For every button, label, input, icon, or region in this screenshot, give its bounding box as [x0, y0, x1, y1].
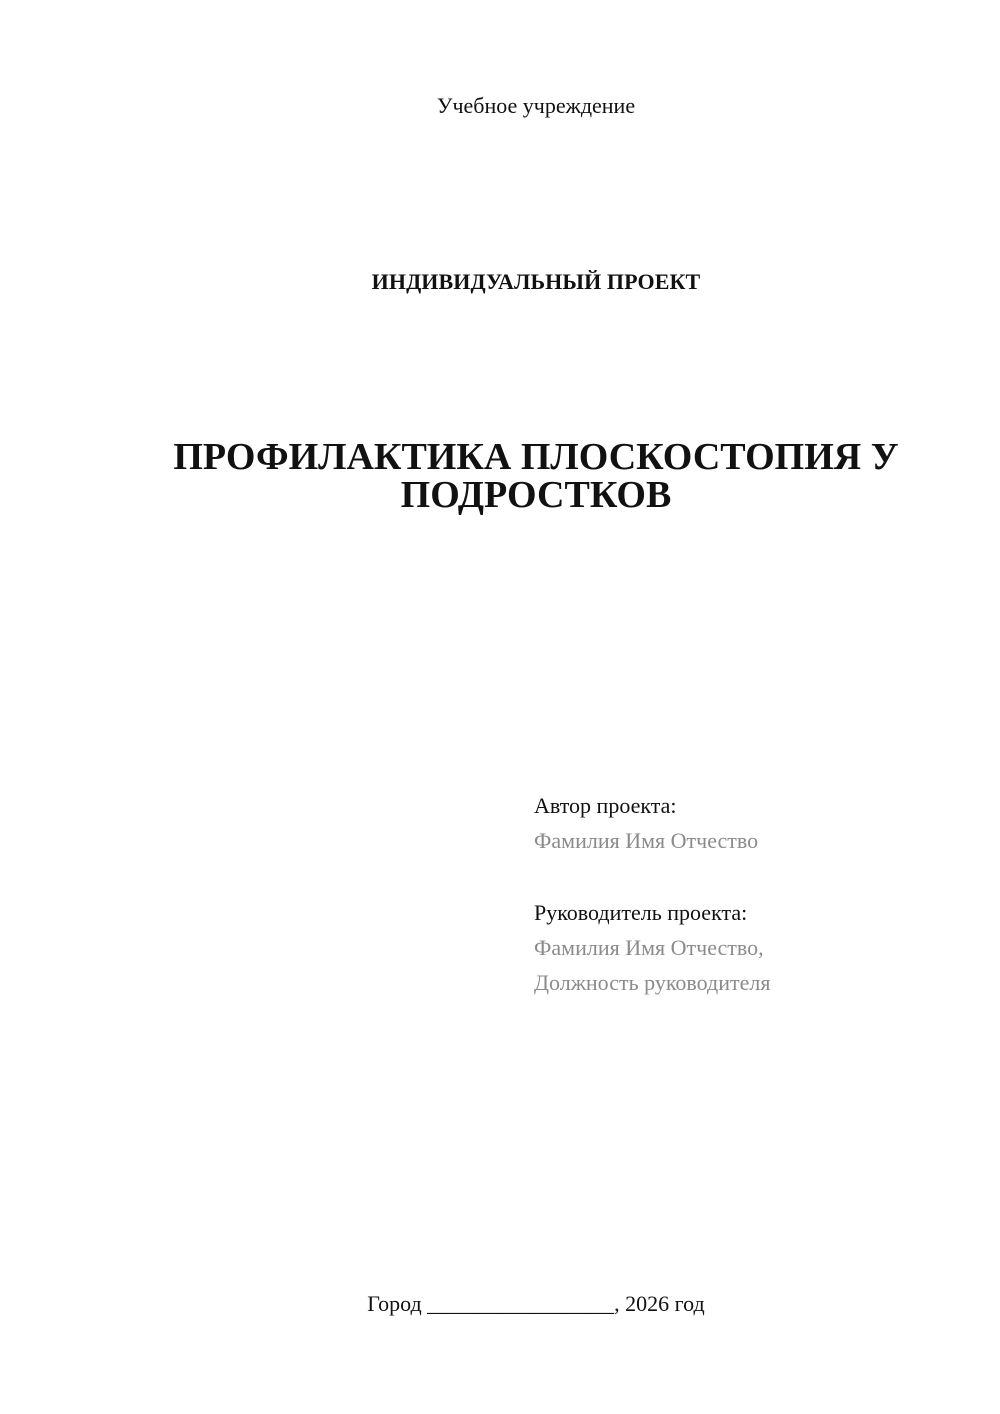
project-title-line-1: ПРОФИЛАКТИКА ПЛОСКОСТОПИЯ У: [173, 436, 899, 478]
project-title-line-2: ПОДРОСТКОВ: [400, 474, 672, 516]
supervisor-position: Должность руководителя: [534, 970, 771, 995]
info-spacer: [534, 858, 974, 895]
document-type: ИНДИВИДУАЛЬНЫЙ ПРОЕКТ: [371, 269, 701, 294]
supervisor-label: Руководитель проекта:: [534, 900, 748, 925]
project-info-block: [534, 788, 974, 1000]
project-title: [130, 438, 942, 514]
author-name: Фамилия Имя Отчество: [534, 828, 759, 853]
institution-name: Учебное учреждение: [436, 93, 636, 118]
supervisor-name: Фамилия Имя Отчество,: [534, 935, 764, 960]
author-label: Автор проекта:: [534, 793, 677, 818]
city-year-line: Город _________________, 2026 год: [367, 1291, 705, 1316]
